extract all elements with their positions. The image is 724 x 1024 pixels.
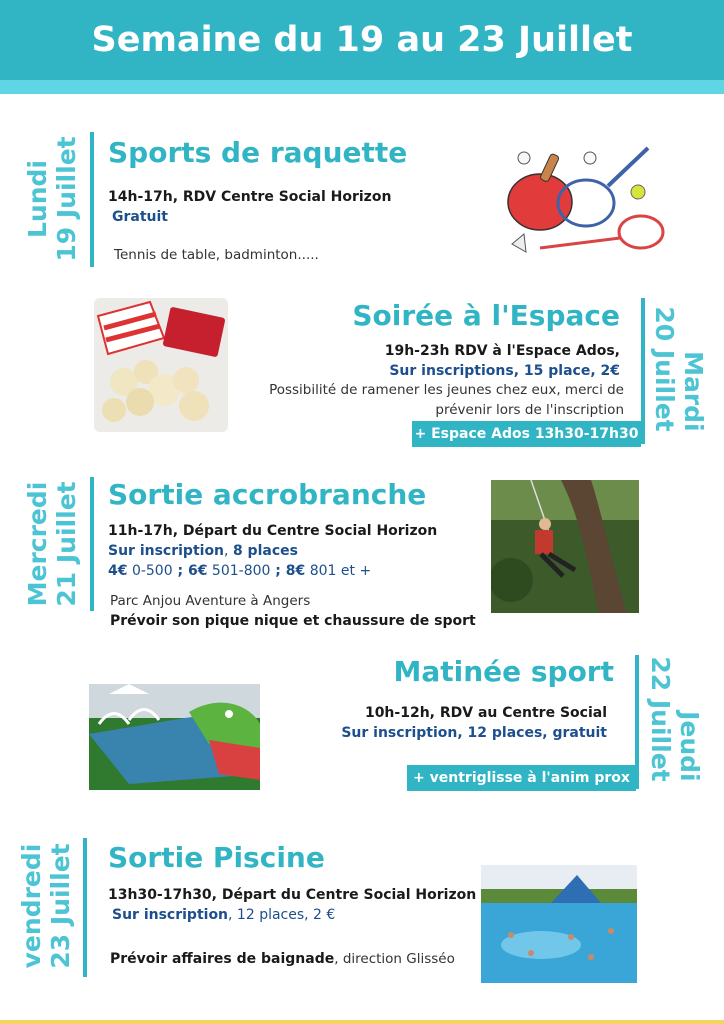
event-time-place: 10h-12h, RDV au Centre Social — [364, 705, 607, 721]
event-description: Tennis de table, badminton..... — [114, 247, 319, 263]
event-location: Parc Anjou Aventure à Angers — [110, 593, 311, 609]
event-inscription: Sur inscription, 12 places, gratuit — [341, 725, 607, 741]
event-time-place: 13h30-17h30, Départ du Centre Social Horizon — [108, 887, 477, 903]
day-label-tuesday: Mardi 20 Juillet — [650, 306, 708, 432]
event-title: Sortie accrobranche — [108, 478, 427, 511]
event-inscription: Sur inscriptions, 15 place, 2€ — [389, 363, 620, 379]
day-label-monday: Lundi 19 Juillet — [23, 136, 81, 262]
header-strip — [0, 80, 724, 94]
event-inscription: Sur inscription, 12 places, 2 € — [112, 907, 336, 923]
divider-bar — [641, 298, 645, 444]
bottom-border — [0, 1020, 724, 1024]
event-prices: 4€ 0-500 ; 6€ 501-800 ; 8€ 801 et + — [108, 563, 372, 579]
event-time-place: 14h-17h, RDV Centre Social Horizon — [108, 189, 392, 205]
event-title: Sortie Piscine — [108, 841, 325, 874]
racket-illustration — [500, 140, 670, 260]
day-label-thursday: Jeudi 22 Juillet — [646, 656, 704, 782]
accrobranche-image — [491, 480, 639, 613]
day-label-wednesday: Mercredi 21 Juillet — [23, 481, 81, 607]
extra-activity-badge: + Espace Ados 13h30-17h30 — [412, 421, 641, 447]
water-slide-image — [89, 684, 260, 790]
event-title: Sports de raquette — [108, 136, 408, 169]
pool-image — [481, 865, 637, 983]
event-time-place: 19h-23h RDV à l'Espace Ados, — [384, 343, 620, 359]
event-bring: Prévoir son pique nique et chaussure de sport — [110, 613, 476, 629]
event-note-line-1: Possibilité de ramener les jeunes chez eux, merci de — [269, 382, 624, 398]
event-title: Soirée à l'Espace — [352, 299, 620, 332]
event-time-place: 11h-17h, Départ du Centre Social Horizon — [108, 523, 438, 539]
popcorn-image — [94, 298, 228, 432]
day-label-friday: vendredi 23 Juillet — [17, 843, 75, 969]
divider-bar — [90, 132, 94, 267]
divider-bar — [83, 838, 87, 977]
page-title: Semaine du 19 au 23 Juillet — [91, 20, 633, 60]
event-title: Matinée sport — [393, 655, 614, 688]
event-price: Gratuit — [112, 209, 168, 225]
event-note-line-2: prévenir lors de l'inscription — [435, 402, 624, 418]
event-inscription: Sur inscription, 8 places — [108, 543, 298, 559]
event-bring: Prévoir affaires de baignade, direction Glisséo — [110, 951, 455, 967]
divider-bar — [90, 477, 94, 611]
extra-activity-badge: + ventriglisse à l'anim prox — [407, 765, 636, 791]
